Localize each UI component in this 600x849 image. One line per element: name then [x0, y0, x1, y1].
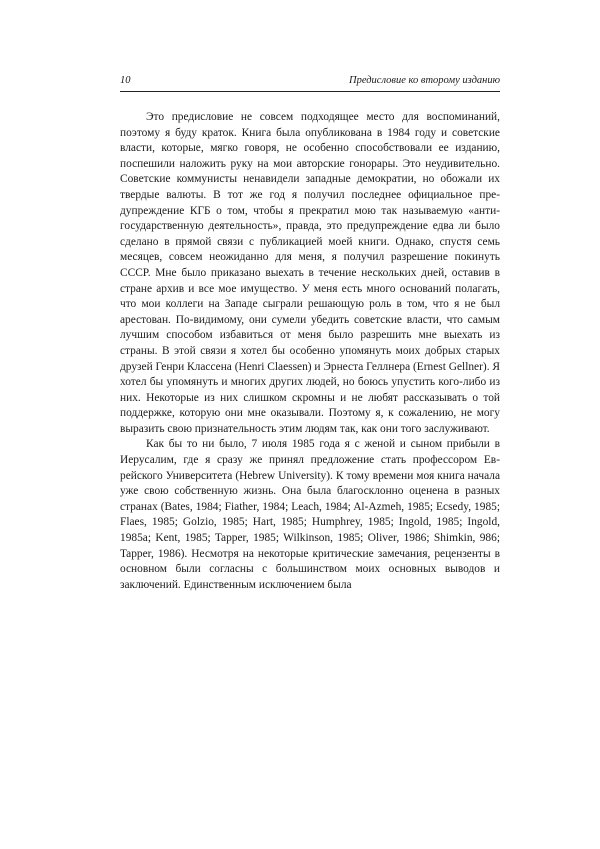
running-head: Предисловие ко второму изданию — [349, 75, 500, 86]
page-number: 10 — [120, 75, 131, 86]
body-text — [120, 110, 500, 593]
paragraph-1: Это предисловие не совсем подходящее место для воспоминаний, поэтому я буду краток. Книга была опубликована в 1984 году и советские власти, которые, мягко говоря, не особенно способствовали ее изданию, поспешили наложить руку на мои авторские гонорары. Это неудивительно. Советские коммунисты ненавидели западные демократии, но обожали их твердые валюты. В тот же год я получил последнее официальное предупреждение КГБ о том, чтобы я прекратил мою так называемую «антигосударственную деятельность», правда, это предупреждение едва ли было сделано в прямой связи с публикацией моей книги. Однако, спустя семь месяцев, совсем неожиданно для меня, я получил разрешение покинуть СССР. Мне было приказано выехать в течение нескольких дней, оставив в стране архив и все мое имущество. У меня есть много оснований полагать, что мои коллеги на Западе сыграли решающую роль в том, что я не был арестован. По-видимому, они сумели убедить советские власти, что самым лучшим способом избавиться от меня было разрешить мне выехать из страны. В этой связи я хотел бы особенно упомянуть моих добрых старых друзей Генри Классена (Henri Claessen) и Эрнеста Геллнера (Ernest Gellner). Я хотел бы упомянуть и многих других людей, но боюсь упустить кого-либо из них. Некоторые из них слишком скромны и не любят рассказывать о той поддержке, которую они мне оказывали. Поэтому я, к сожалению, не могу выразить свою признательность этим людям так, как они того заслуживают. — [120, 111, 500, 435]
page-header — [120, 75, 500, 92]
paragraph-2: Как бы то ни было, 7 июля 1985 года я с женой и сыном прибыли в Иерусалим, где я сразу же принял предложение стать профессором Еврейского Университета (Hebrew University). К тому времени моя книга начала уже свою собственную жизнь. Она была благосклонно оценена в разных странах (Bates, 1984; Fiather, 1984; Leach, 1984; Al-Azmeh, 1985; Ecsedy, 1985; Flaes, 1985; Golzio, 1985; Hart, 1985; Humphrey, 1985; Ingold, 1985; Ingold, 1985a; Kent, 1985; Tapper, 1985; Wilkinson, 1985; Oliver, 1986; Shimkin, 986; Tapper, 1986). Несмотря на некоторые критические замечания, рецензенты в основном были согласны с большинством моих основных выводов и заключений. Единственным исключением была — [120, 438, 500, 591]
